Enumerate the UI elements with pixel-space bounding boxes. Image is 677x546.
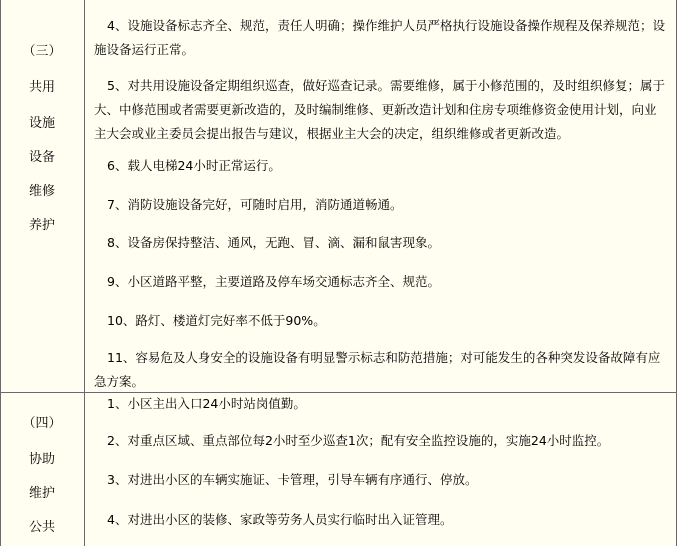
- list-item: 10、路灯、楼道灯完好率不低于90%。: [107, 313, 326, 328]
- section-public-order: [0, 392, 677, 546]
- list-item: 9、小区道路平整，主要道路及停车场交通标志齐全、规范。: [107, 274, 440, 289]
- list-item: 7、消防设施设备完好，可随时启用，消防通道畅通。: [107, 197, 403, 212]
- list-item: 8、设备房保持整洁、通风，无跑、冒、滴、漏和鼠害现象。: [107, 235, 440, 250]
- section-title-line: 养护: [28, 218, 55, 233]
- list-item: 3、对进出小区的车辆实施证、卡管理，引导车辆有序通行、停放。: [107, 472, 478, 487]
- list-item: 11、容易危及人身安全的设施设备有明显警示标志和防范措施；对可能发生的各种突发设备故障有应急方案。: [94, 350, 661, 389]
- section-title-line: 维护: [28, 486, 55, 501]
- list-item: 5、对共用设施设备定期组织巡查，做好巡查记录。需要维修，属于小修范围的，及时组织修复；属于大、中修范围或者需要更新改造的，及时编制维修、更新改造计划和住房专项维修资金使用计划，向业主大会或业主委员会提出报告与建议，根据业主大会的决定，组织维修或者更新改造。: [94, 78, 665, 141]
- section-title-line: 设备: [28, 150, 55, 165]
- list-item: 2、对重点区域、重点部位每2小时至少巡查1次；配有安全监控设施的，实施24小时监控。: [107, 433, 610, 448]
- section-title-line: 协助: [28, 452, 55, 467]
- section-title-line: 设施: [28, 116, 55, 131]
- section-header-cell: [0, 0, 85, 392]
- section-number: （四）: [22, 416, 62, 431]
- list-item: 6、载人电梯24小时正常运行。: [107, 158, 281, 173]
- section-header-cell: [0, 392, 85, 546]
- section-title-line: 公共: [28, 520, 55, 535]
- section-title-line: 维修: [28, 184, 55, 199]
- list-item: 4、设施设备标志齐全、规范，责任人明确；操作维护人员严格执行设施设备操作规程及保养规范；设施设备运行正常。: [94, 18, 665, 57]
- list-item: 1、小区主出入口24小时站岗值勤。: [107, 396, 306, 411]
- section-number: （三）: [22, 44, 62, 59]
- section-title-line: 共用: [28, 80, 55, 95]
- list-item: 4、对进出小区的装修、家政等劳务人员实行临时出入证管理。: [107, 512, 453, 527]
